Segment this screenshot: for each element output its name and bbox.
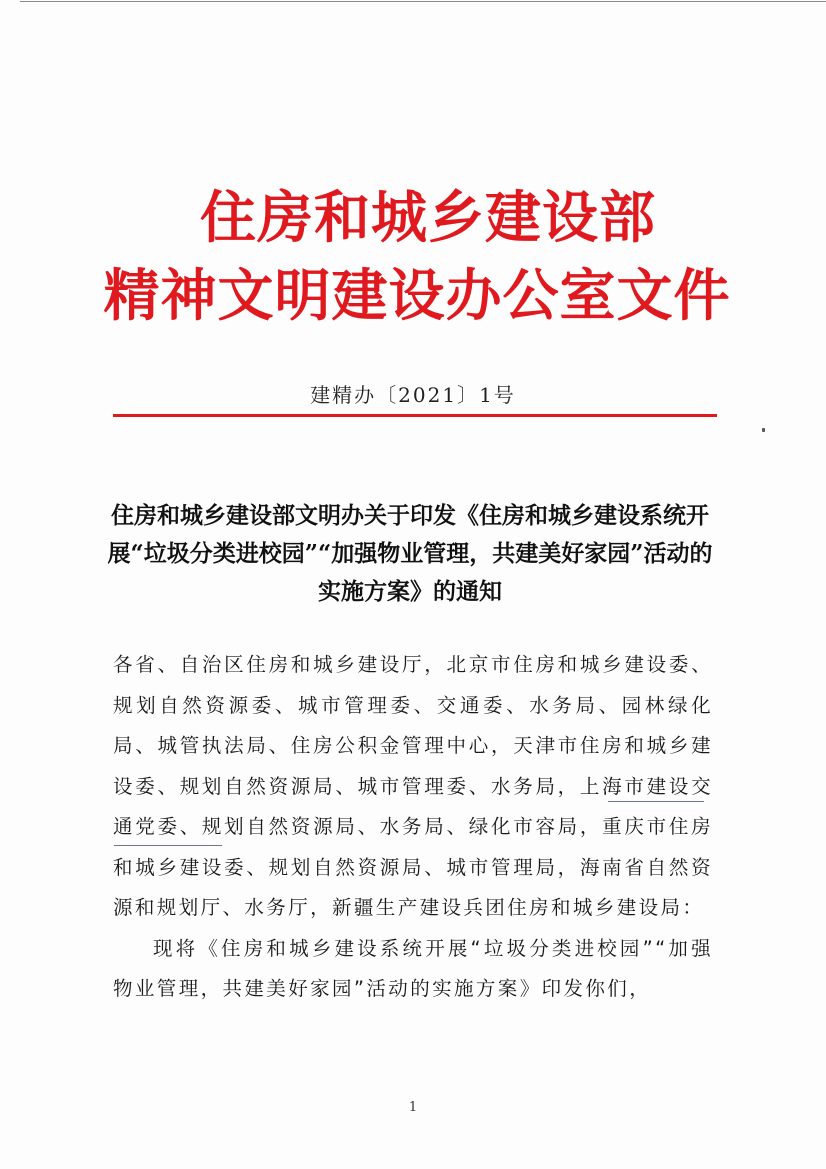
body-paragraph: 现将《住房和城乡建设系统开展“垃圾分类进校园”“加强物业管理，共建美好家园”活动的实施方案》印发你们， [113,936,713,1000]
notice-title: 住房和城乡建设部文明办关于印发《住房和城乡建设系统开展“垃圾分类进校园”“加强物业管理，共建美好家园”活动的实施方案》的通知 [107,502,713,605]
scan-edge-line [20,1,826,2]
recipients-paragraph: 各省、自治区住房和城乡建设厅，北京市住房和城乡建设委、规划自然资源委、城市管理委、交通委、水务局、园林绿化局、城管执法局、住房公积金管理中心，天津市住房和城乡建设委、规划自然资源局、城市管理委、水务局，上海市建设交通党委、规划自然资源局、水务局、绿化市容局，重庆市住房和城乡建设委、规划自然资源局、城市管理局，海南省自然资源和规划厅、水务厅，新疆生产建设兵团住房和城乡建设局： [113,653,713,919]
header-issuer-line: 住房和城乡建设部 [200,185,656,251]
red-separator-rule [113,414,717,417]
handwritten-underline [608,801,704,802]
document-body [113,645,713,1010]
document-number: 建精办〔2021〕1号 [310,383,516,407]
scan-speck [762,428,765,432]
page-number: 1 [408,1100,418,1115]
handwritten-underline-2 [114,845,222,846]
header-office-line: 精神文明建设办公室文件 [103,263,731,329]
document-header [0,180,826,336]
